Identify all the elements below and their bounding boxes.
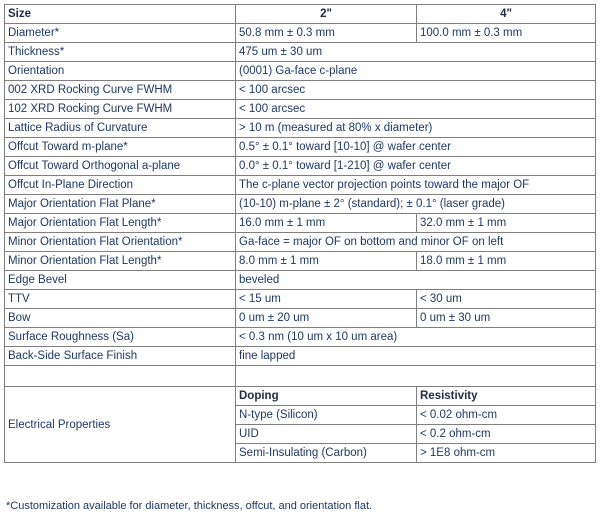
row-value: fine lapped [236,347,596,366]
row-value: 0 um ± 20 um [236,309,417,328]
table-row [5,195,596,214]
doping-value: Semi-Insulating (Carbon) [236,444,417,463]
row-label: Minor Orientation Flat Length* [5,252,236,271]
row-label: 002 XRD Rocking Curve FWHM [5,81,236,100]
table-row [5,138,596,157]
table-row [5,233,596,252]
col-4in-header: 4" [417,5,596,24]
row-label: Offcut Toward m-plane* [5,138,236,157]
row-label: Lattice Radius of Curvature [5,119,236,138]
table-row [5,157,596,176]
col-2in-header: 2" [236,5,417,24]
table-row [5,43,596,62]
row-label: Back-Side Surface Finish [5,347,236,366]
table-row [5,214,596,233]
table-row [5,271,596,290]
row-value: beveled [236,271,596,290]
row-value: 18.0 mm ± 1 mm [417,252,596,271]
row-value: 32.0 mm ± 1 mm [417,214,596,233]
row-value: < 100 arcsec [236,81,596,100]
table-row [5,100,596,119]
row-value: (10-10) m-plane ± 2° (standard); ± 0.1° (laser grade) [236,195,596,214]
row-value: 16.0 mm ± 1 mm [236,214,417,233]
table-row [5,24,596,43]
row-label: Offcut Toward Orthogonal a-plane [5,157,236,176]
doping-value: N-type (Silicon) [236,406,417,425]
resistivity-value: < 0.02 ohm-cm [417,406,596,425]
row-value: > 10 m (measured at 80% x diameter) [236,119,596,138]
electrical-header-row [5,387,596,406]
row-value: 0.0° ± 0.1° toward [1-210] @ wafer center [236,157,596,176]
electrical-label: Electrical Properties [5,387,236,463]
row-label: Thickness* [5,43,236,62]
row-label: Surface Roughness (Sa) [5,328,236,347]
table-row [5,81,596,100]
row-value: 50.8 mm ± 0.3 mm [236,24,417,43]
resistivity-value: < 0.2 ohm-cm [417,425,596,444]
row-value: Ga-face = major OF on bottom and minor OF on left [236,233,596,252]
size-header: Size [5,5,236,24]
header-row [5,5,596,24]
row-label: TTV [5,290,236,309]
row-label: 102 XRD Rocking Curve FWHM [5,100,236,119]
resistivity-header: Resistivity [417,387,596,406]
row-value: 100.0 mm ± 0.3 mm [417,24,596,43]
spec-table [4,4,596,463]
row-value: < 15 um [236,290,417,309]
row-value: 8.0 mm ± 1 mm [236,252,417,271]
table-row [5,252,596,271]
row-label: Diameter* [5,24,236,43]
table-row [5,290,596,309]
row-value: (0001) Ga-face c-plane [236,62,596,81]
row-value: < 0.3 nm (10 um x 10 um area) [236,328,596,347]
table-row [5,119,596,138]
row-value: < 100 arcsec [236,100,596,119]
table-row [5,62,596,81]
row-value: 0.5° ± 0.1° toward [10-10] @ wafer center [236,138,596,157]
row-value: < 30 um [417,290,596,309]
row-label: Major Orientation Flat Plane* [5,195,236,214]
row-value: 0 um ± 30 um [417,309,596,328]
spacer-row [5,366,596,387]
row-label: Edge Bevel [5,271,236,290]
row-label: Bow [5,309,236,328]
row-label: Orientation [5,62,236,81]
row-value: The c-plane vector projection points toward the major OF [236,176,596,195]
row-label: Minor Orientation Flat Orientation* [5,233,236,252]
footnote: *Customization available for diameter, thickness, offcut, and orientation flat. [6,500,373,512]
table-row [5,347,596,366]
resistivity-value: > 1E8 ohm-cm [417,444,596,463]
table-row [5,176,596,195]
doping-header: Doping [236,387,417,406]
table-row [5,328,596,347]
table-row [5,309,596,328]
row-value: 475 um ± 30 um [236,43,596,62]
doping-value: UID [236,425,417,444]
row-label: Offcut In-Plane Direction [5,176,236,195]
row-label: Major Orientation Flat Length* [5,214,236,233]
